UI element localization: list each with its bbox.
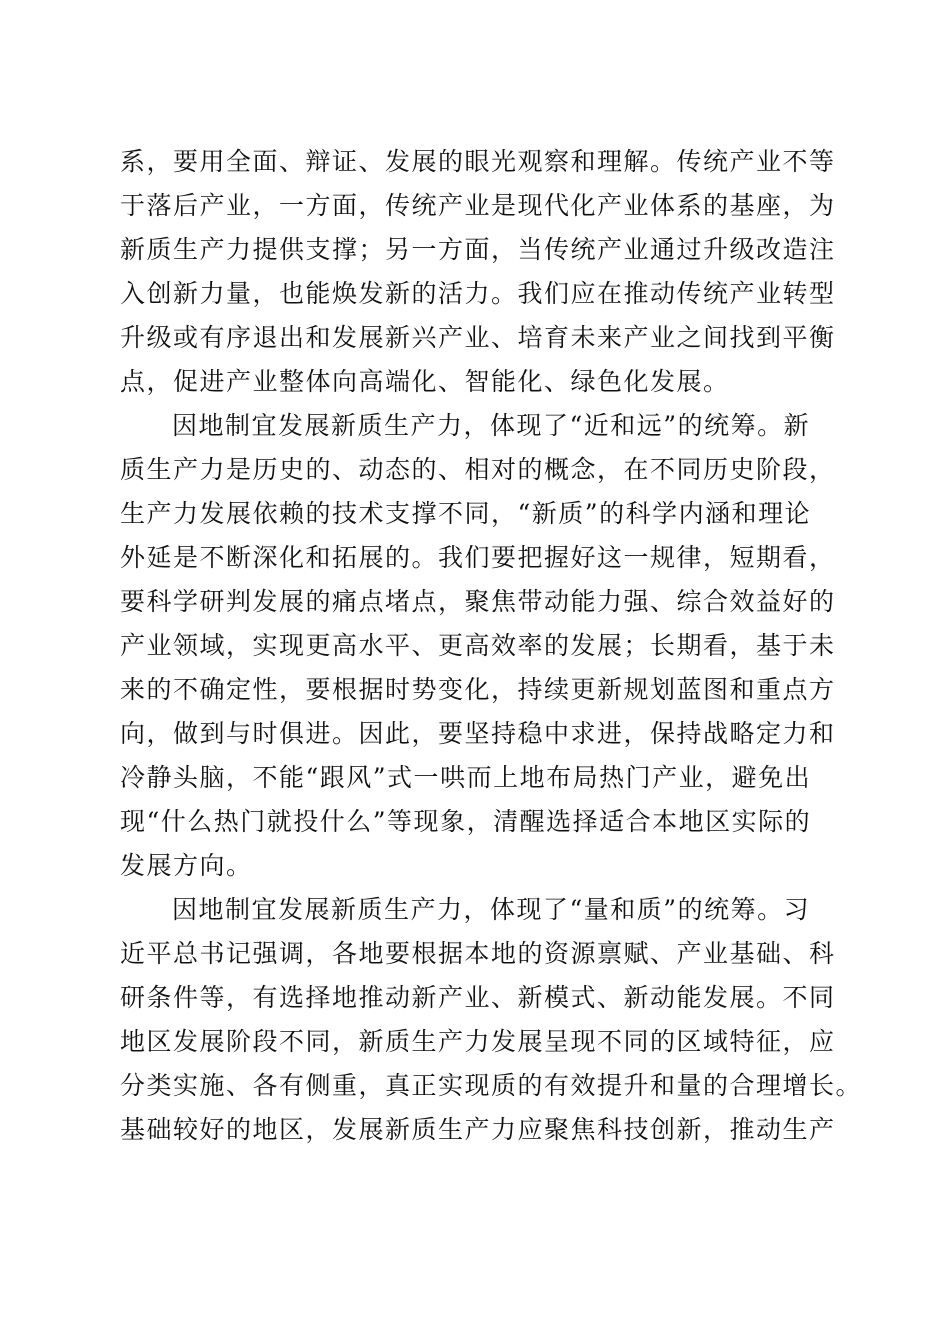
paragraph-line: 现“什么热门就投什么”等现象，清醒选择适合本地区实际的: [120, 807, 812, 836]
document-body: [120, 140, 863, 1152]
paragraph-line: 点，促进产业整体向高端化、智能化、绿色化发展。: [120, 367, 730, 396]
paragraph-line: 向，做到与时俱进。因此，要坚持稳中求进，保持战略定力和: [120, 719, 836, 748]
paragraph-line: 分类实施、各有侧重，真正实现质的有效提升和量的合理增长。: [120, 1071, 863, 1100]
paragraph-2: [120, 404, 840, 888]
paragraph-line: 于落后产业，一方面，传统产业是现代化产业体系的基座，为: [120, 191, 836, 220]
paragraph-line: 入创新力量，也能焕发新的活力。我们应在推动传统产业转型: [120, 279, 836, 308]
paragraph-first-line: 因地制宜发展新质生产力，体现了“量和质”的统筹。习: [172, 895, 811, 924]
paragraph-line: 质生产力是历史的、动态的、相对的概念，在不同历史阶段，: [120, 455, 836, 484]
paragraph-3: [120, 888, 863, 1152]
paragraph-line: 近平总书记强调，各地要根据本地的资源禀赋、产业基础、科: [120, 939, 836, 968]
paragraph-line: 研条件等，有选择地推动新产业、新模式、新动能发展。不同: [120, 983, 836, 1012]
paragraph-line: 地区发展阶段不同，新质生产力发展呈现不同的区域特征，应: [120, 1027, 836, 1056]
paragraph-line: 生产力发展依赖的技术支撑不同，“新质”的科学内涵和理论: [120, 499, 812, 528]
paragraph-line: 系，要用全面、辩证、发展的眼光观察和理解。传统产业不等: [120, 147, 836, 176]
paragraph-line: 要科学研判发展的痛点堵点，聚焦带动能力强、综合效益好的: [120, 587, 836, 616]
paragraph-line: 新质生产力提供支撑；另一方面，当传统产业通过升级改造注: [120, 235, 836, 264]
paragraph-line: 产业领域，实现更高水平、更高效率的发展；长期看，基于未: [120, 631, 836, 660]
paragraph-line: 发展方向。: [120, 851, 253, 880]
paragraph-line: 外延是不断深化和拓展的。我们要把握好这一规律，短期看，: [120, 543, 836, 572]
paragraph-line: 来的不确定性，要根据时势变化，持续更新规划蓝图和重点方: [120, 675, 836, 704]
paragraph-first-line: 因地制宜发展新质生产力，体现了“近和远”的统筹。新: [172, 411, 811, 440]
paragraph-line: 冷静头脑，不能“跟风”式一哄而上地布局热门产业，避免出: [120, 763, 812, 792]
paragraph-line: 基础较好的地区，发展新质生产力应聚焦科技创新，推动生产: [120, 1115, 836, 1144]
paragraph-line: 升级或有序退出和发展新兴产业、培育未来产业之间找到平衡: [120, 323, 836, 352]
paragraph-1: [120, 140, 840, 404]
